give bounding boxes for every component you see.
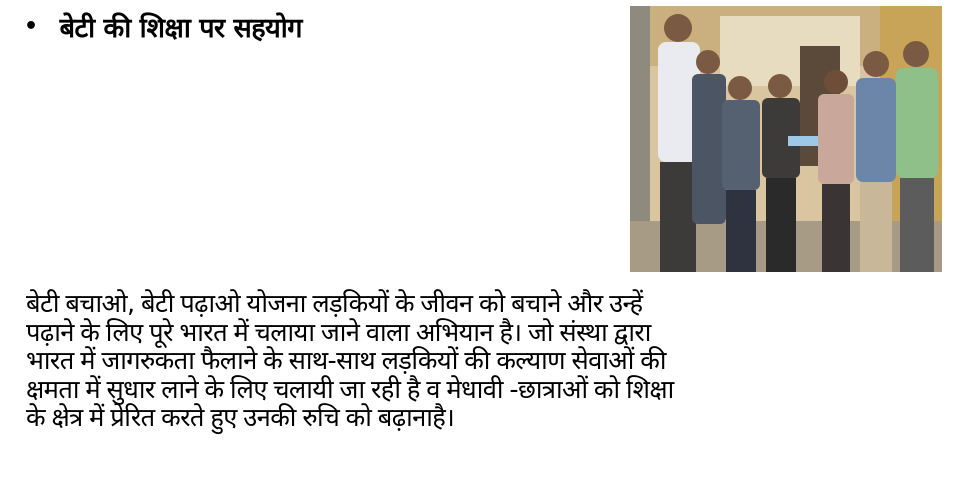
paragraph-line: क्षमता में सुधार लाने के लिए चलायी जा रही है व मेधावी -छात्राओं को शिक्षा	[26, 374, 674, 405]
paragraph-line: बेटी बचाओ, बेटी पढ़ाओ योजना लड़कियों के जीवन को बचाने और उन्हें	[26, 289, 643, 319]
paragraph-line: भारत में जागरुकता फैलाने के साथ-साथ लड़कियों की कल्याण सेवाओं की	[26, 346, 666, 376]
description-paragraph	[26, 290, 906, 433]
heading-title: बेटी की शिक्षा पर सहयोग	[59, 12, 302, 44]
paragraph-line: पढ़ाने के लिए पूरे भारत में चलाया जाने वाला अभियान है। जो संस्था द्वारा	[26, 317, 651, 348]
section-heading	[24, 6, 302, 46]
bullet-icon: •	[24, 13, 38, 39]
paragraph-line: के क्षेत्र में प्रेरित करते हुए उनकी रुचि को बढ़ानाहै।	[26, 403, 455, 433]
group-photo	[630, 6, 942, 272]
